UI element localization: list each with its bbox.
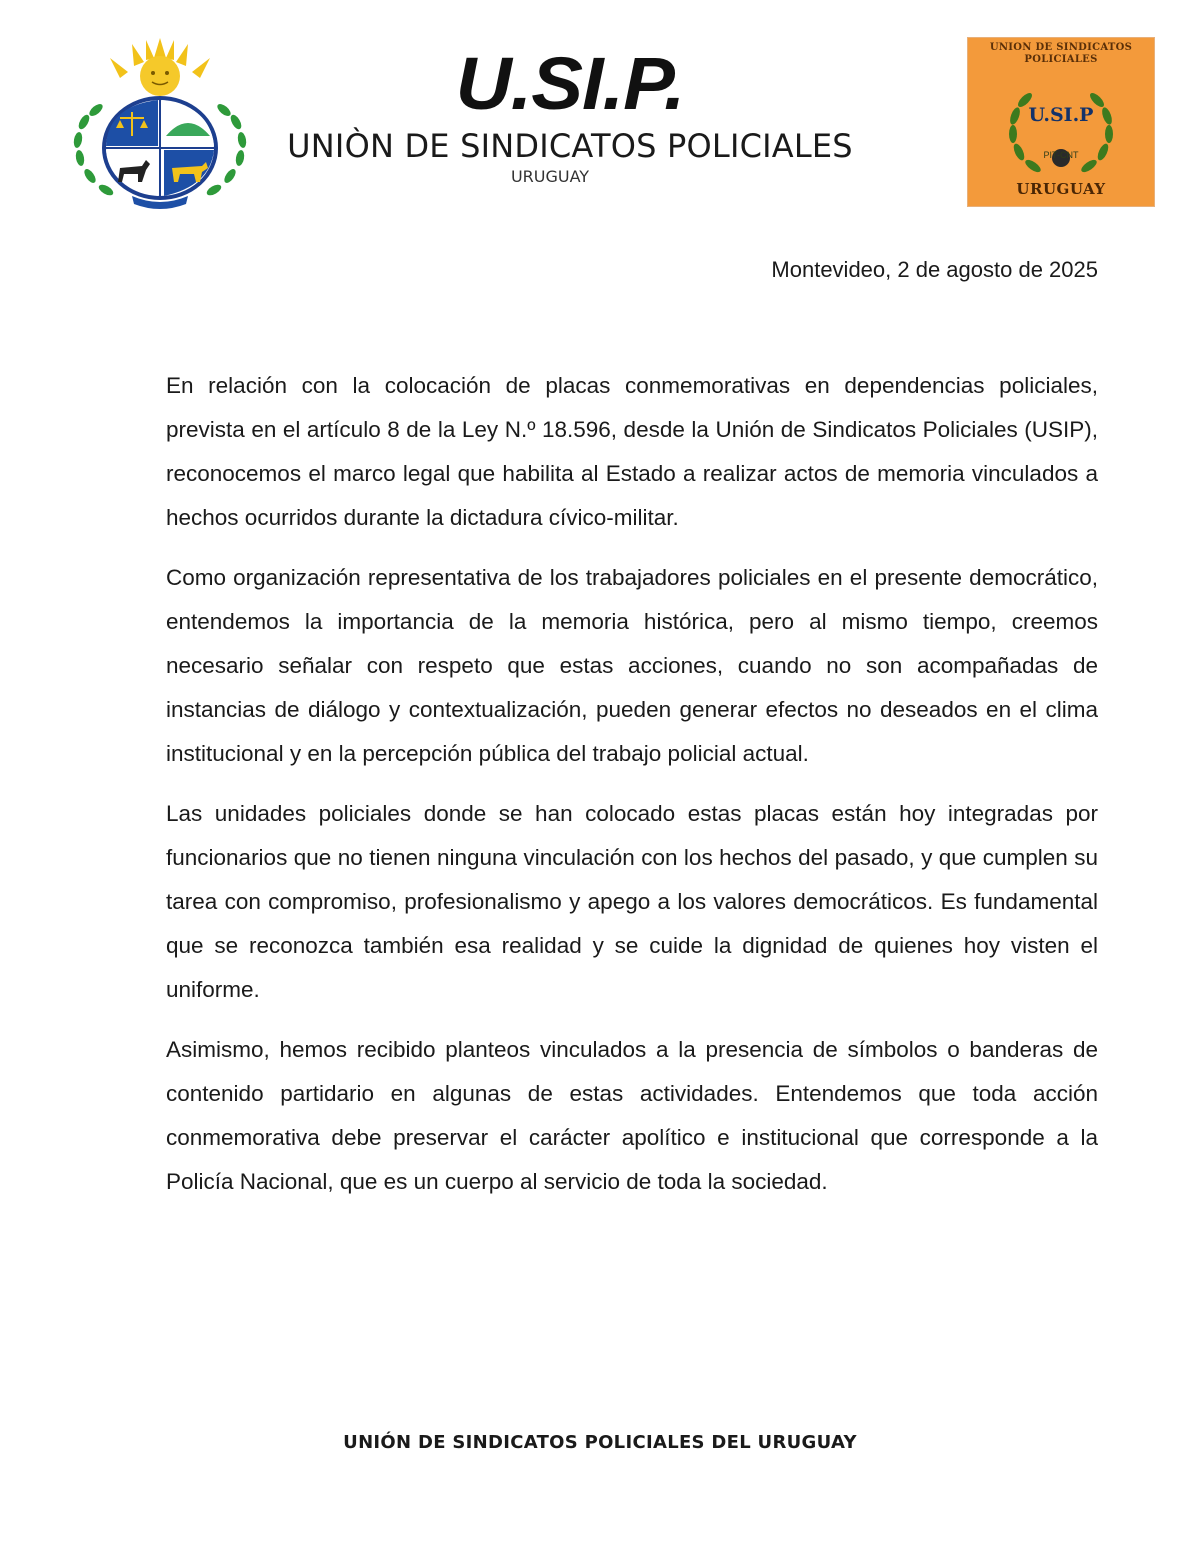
letterhead [270,42,870,188]
badge-acronym: U.SI.P [1028,104,1094,126]
badge-sub-text: PIT-CNT [1043,150,1079,160]
org-name: UNIÒN DE SINDICATOS POLICIALES [287,127,853,165]
badge-top-text: UNION DE SINDICATOS POLICIALES [989,42,1133,65]
body-paragraph: Como organización representativa de los trabajadores policiales en el presente democrático, entendemos la importancia de la memoria histórica, pero al mismo tiempo, creemos necesario señalar con respeto que estas acciones, cuando no son acompañadas de instancias de diálogo y contextualización, pueden generar efectos no deseados en el clima institucional y en la percepción pública del trabajo policial actual. [166,565,1098,766]
body-paragraph: Asimismo, hemos recibido planteos vinculados a la presencia de símbolos o banderas de contenido partidario en algunas de estas actividades. Entendemos que toda acción conmemorativa debe preservar el carácter apolítico e institucional que corresponde a la Policía Nacional, que es un cuerpo al servicio de toda la sociedad. [166,1037,1098,1194]
laurel-wreath-icon [1001,76,1121,180]
letter-signature: UNIÓN DE SINDICATOS POLICIALES DEL URUGUAY [343,1432,857,1453]
body-paragraph: Las unidades policiales donde se han colocado estas placas están hoy integradas por funcionarios que no tienen ninguna vinculación con los hechos del pasado, y que cumplen su tarea con compromiso, profesionalismo y apego a los valores democráticos. Es fundamental que se reconozca también esa realidad y se cuide la dignidad de quienes hoy visten el uniforme. [166,801,1098,1002]
letter-body [166,364,1098,1220]
letter-date: Montevideo, 2 de agosto de 2025 [771,257,1098,282]
org-acronym: U.SI.P. [455,42,685,125]
coat-of-arms-icon [62,36,258,212]
badge-bottom-text: URUGUAY [1016,180,1106,198]
body-paragraph: En relación con la colocación de placas conmemorativas en dependencias policiales, prevista en el artículo 8 de la Ley N.º 18.596, desde la Unión de Sindicatos Policiales (USIP), reconocemos el marco legal que habilita al Estado a realizar actos de memoria vinculados a hechos ocurridos durante la dictadura cívico-militar. [166,373,1098,530]
org-country: URUGUAY [510,167,590,186]
usip-badge-logo [968,38,1154,206]
